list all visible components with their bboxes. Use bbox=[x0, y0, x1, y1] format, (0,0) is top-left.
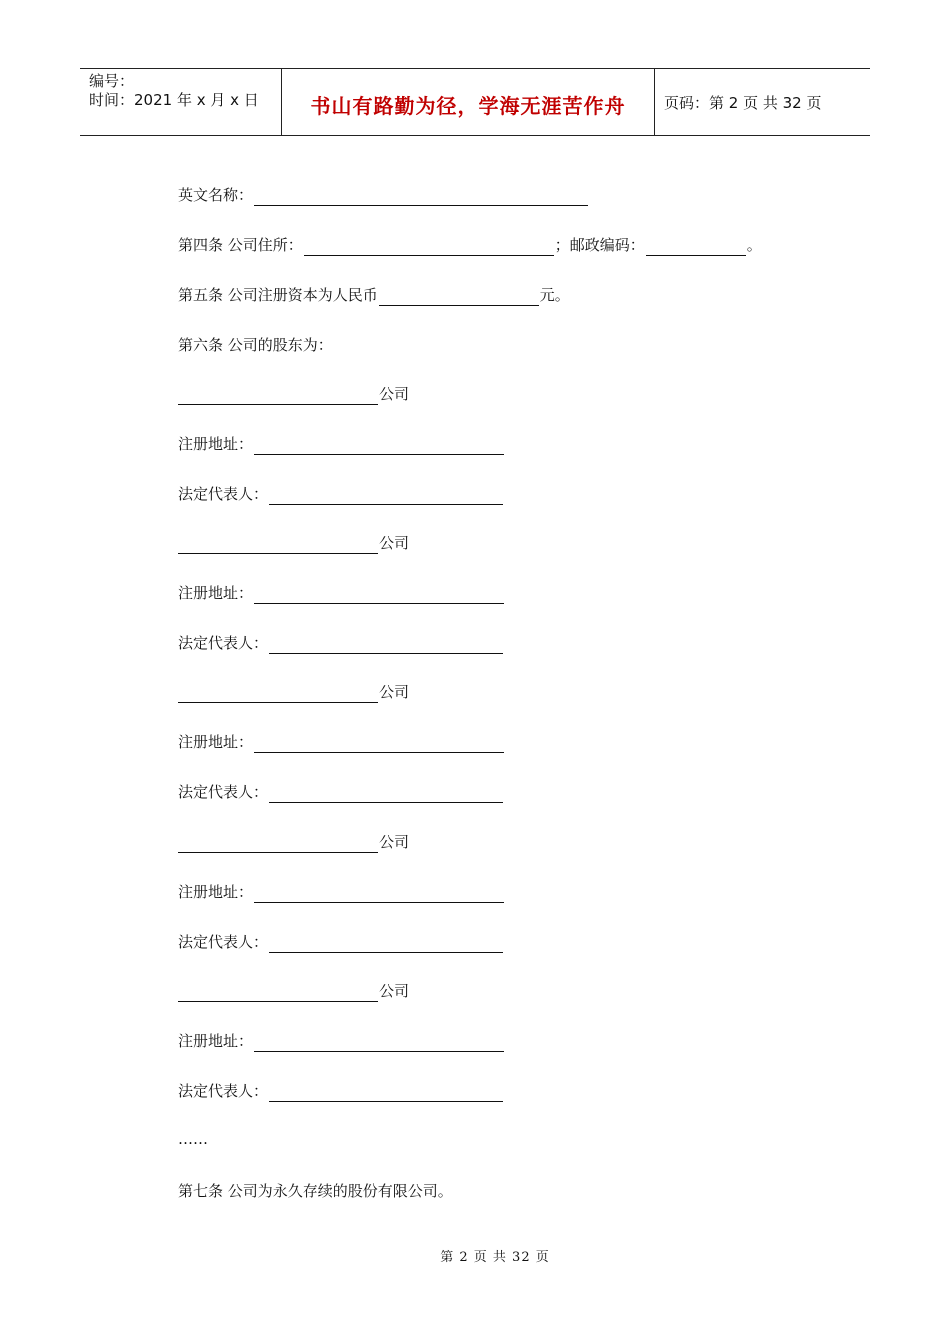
address-label: 注册地址： bbox=[178, 435, 254, 453]
ellipsis-line bbox=[178, 1128, 208, 1150]
registered-address-blank[interactable] bbox=[254, 735, 504, 753]
legal-rep-blank[interactable] bbox=[269, 487, 503, 505]
company-suffix: 公司 bbox=[379, 385, 410, 403]
address-label: 注册地址： bbox=[178, 1032, 254, 1050]
header-meta-cell bbox=[80, 69, 282, 135]
header-motto-cell bbox=[282, 69, 655, 135]
shareholder-address-line bbox=[178, 1030, 505, 1052]
ellipsis: …… bbox=[178, 1130, 208, 1148]
rep-label: 法定代表人： bbox=[178, 933, 269, 951]
legal-rep-blank[interactable] bbox=[269, 636, 503, 654]
company-suffix: 公司 bbox=[379, 534, 410, 552]
company-name-blank[interactable] bbox=[178, 387, 378, 405]
shareholder-address-line bbox=[178, 881, 505, 903]
article7-line bbox=[178, 1180, 453, 1202]
shareholder-rep-line bbox=[178, 483, 504, 505]
article4-prefix: 第四条 公司住所： bbox=[178, 236, 303, 254]
shareholder-company-line bbox=[178, 532, 409, 554]
shareholder-address-line bbox=[178, 582, 505, 604]
english-name-blank[interactable] bbox=[254, 188, 588, 206]
registered-address-blank[interactable] bbox=[254, 1034, 504, 1052]
shareholder-company-line bbox=[178, 980, 409, 1002]
article4-mid: ；邮政编码： bbox=[554, 236, 645, 254]
address-label: 注册地址： bbox=[178, 883, 254, 901]
address-blank[interactable] bbox=[304, 238, 554, 256]
registered-address-blank[interactable] bbox=[254, 437, 504, 455]
header-time: 时间：2021 年 x 月 x 日 bbox=[89, 91, 259, 109]
company-name-blank[interactable] bbox=[178, 835, 378, 853]
shareholder-rep-line bbox=[178, 781, 504, 803]
shareholder-address-line bbox=[178, 731, 505, 753]
header-motto: 书山有路勤为径，学海无涯苦作舟 bbox=[310, 93, 626, 118]
header-number: 编号： bbox=[89, 72, 135, 90]
company-suffix: 公司 bbox=[379, 982, 410, 1000]
legal-rep-blank[interactable] bbox=[269, 1084, 503, 1102]
rep-label: 法定代表人： bbox=[178, 783, 269, 801]
legal-rep-blank[interactable] bbox=[269, 935, 503, 953]
company-suffix: 公司 bbox=[379, 683, 410, 701]
rep-label: 法定代表人： bbox=[178, 1082, 269, 1100]
company-name-blank[interactable] bbox=[178, 685, 378, 703]
article7-text: 第七条 公司为永久存续的股份有限公司。 bbox=[178, 1182, 453, 1200]
capital-blank[interactable] bbox=[379, 288, 539, 306]
header-page-info: 页码：第 2 页 共 32 页 bbox=[664, 93, 822, 112]
english-name-label: 英文名称： bbox=[178, 186, 254, 204]
footer-page-number: 第 2 页 共 32 页 bbox=[440, 1250, 550, 1265]
shareholder-rep-line bbox=[178, 931, 504, 953]
postal-code-blank[interactable] bbox=[646, 238, 746, 256]
legal-rep-blank[interactable] bbox=[269, 785, 503, 803]
registered-address-blank[interactable] bbox=[254, 885, 504, 903]
address-label: 注册地址： bbox=[178, 584, 254, 602]
article5-line bbox=[178, 284, 570, 306]
document-header bbox=[80, 68, 870, 136]
company-name-blank[interactable] bbox=[178, 984, 378, 1002]
rep-label: 法定代表人： bbox=[178, 634, 269, 652]
article4-end: 。 bbox=[746, 236, 762, 254]
article6-text: 第六条 公司的股东为： bbox=[178, 336, 333, 354]
article4-line bbox=[178, 234, 762, 256]
header-page-cell bbox=[655, 69, 870, 135]
page-footer bbox=[0, 1246, 950, 1265]
company-name-blank[interactable] bbox=[178, 536, 378, 554]
english-name-line bbox=[178, 184, 589, 206]
registered-address-blank[interactable] bbox=[254, 586, 504, 604]
article5-prefix: 第五条 公司注册资本为人民币 bbox=[178, 286, 378, 304]
company-suffix: 公司 bbox=[379, 833, 410, 851]
rep-label: 法定代表人： bbox=[178, 485, 269, 503]
address-label: 注册地址： bbox=[178, 733, 254, 751]
shareholder-rep-line bbox=[178, 632, 504, 654]
shareholder-company-line bbox=[178, 681, 409, 703]
article5-suffix: 元。 bbox=[539, 286, 570, 304]
shareholder-rep-line bbox=[178, 1080, 504, 1102]
shareholder-company-line bbox=[178, 383, 409, 405]
article6-line bbox=[178, 334, 333, 356]
shareholder-address-line bbox=[178, 433, 505, 455]
shareholder-company-line bbox=[178, 831, 409, 853]
